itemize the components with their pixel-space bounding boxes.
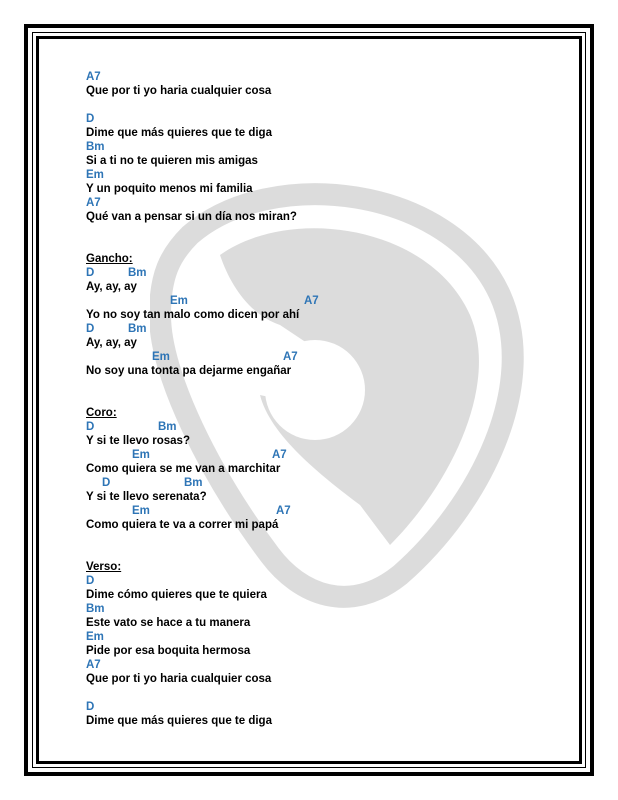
chord-line: [86, 420, 556, 434]
chord-line: Bm: [86, 603, 105, 615]
section-heading-gancho: Gancho:: [86, 253, 133, 265]
chord: Bm: [128, 267, 147, 279]
section-heading-coro: Coro:: [86, 407, 117, 419]
lyric-line: Yo no soy tan malo como dicen por ahí: [86, 309, 300, 321]
lyric-line: Si a ti no te quieren mis amigas: [86, 155, 258, 167]
lyric-line: Dime que más quieres que te diga: [86, 715, 272, 727]
lyric-line: Y si te llevo rosas?: [86, 435, 190, 447]
chord: D: [86, 421, 95, 433]
section-heading-verso: Verso:: [86, 561, 122, 573]
chord-line: Em: [86, 631, 104, 643]
chord-line: [86, 350, 556, 364]
chord: D: [86, 323, 95, 335]
chord-line: Bm: [86, 141, 105, 153]
lyric-line: Y si te llevo serenata?: [86, 491, 207, 503]
chord-line: D: [86, 575, 95, 587]
lyric-line: No soy una tonta pa dejarme engañar: [86, 365, 292, 377]
chord-line: Em: [86, 169, 104, 181]
lyric-line: Y un poquito menos mi familia: [86, 183, 253, 195]
lyric-line: Pide por esa boquita hermosa: [86, 645, 251, 657]
lyric-line: Dime cómo quieres que te quiera: [86, 589, 267, 601]
song-sheet: [86, 70, 556, 728]
chord: A7: [272, 449, 287, 461]
chord: A7: [283, 351, 298, 363]
chord: A7: [276, 505, 291, 517]
lyric-line: Ay, ay, ay: [86, 281, 137, 293]
chord-line: [86, 504, 556, 518]
chord: Em: [132, 505, 150, 517]
chord-line: [86, 322, 556, 336]
lyric-line: Qué van a pensar si un día nos miran?: [86, 211, 297, 223]
chord: Em: [132, 449, 150, 461]
chord-line: [86, 448, 556, 462]
chord-line: D: [86, 113, 95, 125]
chord: Bm: [158, 421, 177, 433]
lyric-line: Como quiera te va a correr mi papá: [86, 519, 279, 531]
lyric-line: Este vato se hace a tu manera: [86, 617, 251, 629]
chord: A7: [304, 295, 319, 307]
lyric-line: Ay, ay, ay: [86, 337, 137, 349]
chord: Em: [170, 295, 188, 307]
chord: D: [102, 477, 111, 489]
lyric-line: Dime que más quieres que te diga: [86, 127, 272, 139]
lyric-line: Que por ti yo haria cualquier cosa: [86, 85, 272, 97]
chord-line: [86, 266, 556, 280]
chord-line: [86, 294, 556, 308]
chord-line: [86, 476, 556, 490]
chord-line: A7: [86, 659, 101, 671]
chord: Bm: [128, 323, 147, 335]
lyric-line: Que por ti yo haria cualquier cosa: [86, 673, 272, 685]
chord-line: A7: [86, 197, 101, 209]
chord: Bm: [184, 477, 203, 489]
lyric-line: Como quiera se me van a marchitar: [86, 463, 281, 475]
chord: Em: [152, 351, 170, 363]
chord: D: [86, 267, 95, 279]
chord-line: D: [86, 701, 95, 713]
chord-line: A7: [86, 71, 101, 83]
